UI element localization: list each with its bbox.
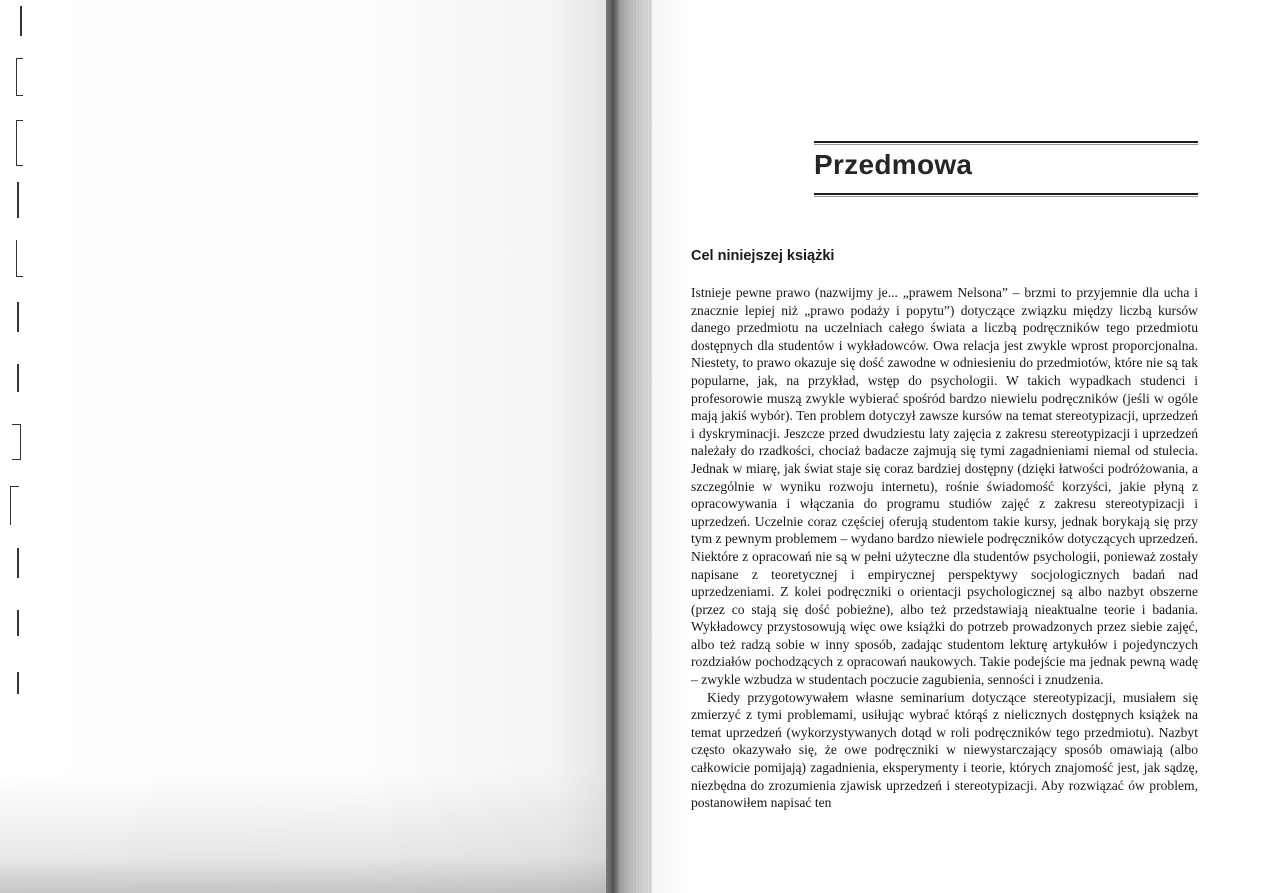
page-edge-mark [17,182,19,218]
left-page-edge [0,0,606,893]
section-heading: Cel niniejszej książki [691,248,835,264]
chapter-title-rule-bottom [814,193,1198,195]
page-edge-mark [12,424,21,460]
chapter-title: Przedmowa [814,149,973,180]
body-paragraph: Istnieje pewne prawo (nazwijmy je... „prawem Nelsona” – brzmi to przyjemnie dla ucha i znacznie lepiej niż „prawo podaży i popytu”) dotyczące związku między liczbą kursów danego przedmiotu na uczelniach całego świata a liczbą podręczników tego przedmiotu dostępnych dla studentów i wykładowców. Owa relacja jest zwykle wprost proporcjonalna. Niestety, to prawo okazuje się dość zawodne w odniesieniu do przedmiotów, które nie są tak popularne, jak, na przykład, wstęp do psychologii. W takich wypadkach studenci i profesorowie muszą zwykle wybierać spośród bardzo niewielu podręczników (jeśli w ogóle mają jakiś wybór). Ten problem dotyczył zawsze kursów na temat stereotypizacji, uprzedzeń i dyskryminacji. Jeszcze przed dwudziestu laty zajęcia z zakresu stereotypizacji i uprzedzeń należały do rzadkości, chociaż badacze zajmują się tymi zagadnieniami niemal od stulecia. Jednak w miarę, jak świat staje się coraz bardziej dostępny (dzięki łatwości podróżowania, a szczególnie w wyniku rozwoju internetu), rośnie świadomość korzyści, jakie płyną z opracowywania i włączania do programu studiów zajęć z zakresu stereotypizacji i uprzedzeń. Uczelnie coraz częściej oferują studentom takie kursy, jednak borykają się przy tym z pewnym problemem – wydano bardzo niewiele podręczników dotyczących uprzedzeń. Niektóre z opracowań nie są w pełni użyteczne dla studentów psychologii, ponieważ zostały napisane z teoretycznej i empirycznej perspektywy socjologicznych badań nad uprzedzeniami. Z kolei podręczniki o orientacji psychologicznej są albo nazbyt obszerne (przez co stają się dość pobieżne), albo też przedstawiają nieaktualne teorie i badania. Wykładowcy przystosowują więc owe książki do potrzeb prowadzonych przez siebie zajęć, albo też radzą sobie w inny sposób, zadając studentom lekturę artykułów i pojedynczych rozdziałów pochodzących z opracowań naukowych. Takie podejście ma jednak pewną wadę – zwykle wzbudza w studentach poczucie zagubienia, senności i znudzenia. [691,285,1198,688]
page-edge-mark [20,6,22,36]
page-edge-mark [17,672,19,694]
page-edge-mark [17,364,19,392]
page-edge-mark [16,240,23,277]
body-text [691,284,1198,812]
scan-shadow [0,773,606,893]
page-edge-mark [17,548,19,578]
page-edge-mark [17,610,19,636]
chapter-title-rule-top [814,141,1198,143]
page-edge-mark [10,486,19,525]
page-edge-mark [16,58,23,96]
book-spine-fold [612,0,618,893]
page-edge-mark [17,302,19,332]
body-paragraph: Kiedy przygotowywałem własne seminarium dotyczące stereotypizacji, musiałem się zmierzyć z tymi problemami, usiłując wybrać którąś z nielicznych dostępnych książek na temat uprzedzeń (wykorzystywanych dotąd w roli podręczników tego przedmiotu). Nazbyt często okazywało się, że owe podręczniki w niewystarczający sposób omawiają (albo całkowicie pomijają) zagadnienia, eksperymenty i teorie, których znajomość jest, jak sądzę, niezbędna do zrozumienia zjawisk uprzedzeń i stereotypizacji. Aby rozwiązać ów problem, postanowiłem napisać ten [691,689,1198,811]
page-edge-mark [16,120,23,166]
